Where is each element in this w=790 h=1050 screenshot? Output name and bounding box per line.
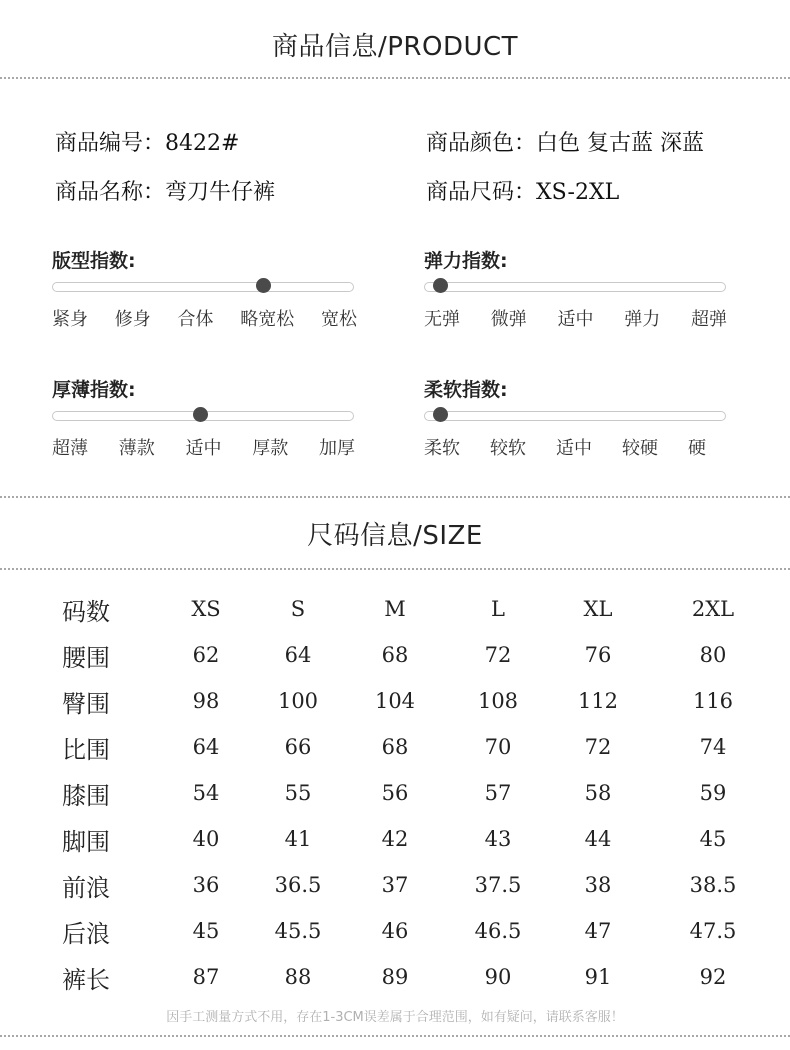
table-cell: 68 xyxy=(381,735,409,759)
product-size-value: XS-2XL xyxy=(536,180,620,205)
softness-tick: 柔软 xyxy=(424,438,460,459)
table-cell: 87 xyxy=(192,965,220,989)
size-table-body xyxy=(56,586,772,1000)
table-cell: 112 xyxy=(577,689,619,713)
product-size xyxy=(426,175,619,206)
product-name-value: 弯刀牛仔裤 xyxy=(165,180,276,205)
elasticity-index-track xyxy=(424,282,726,292)
table-cell: 37 xyxy=(381,873,409,897)
table-cell: 90 xyxy=(484,965,512,989)
table-cell: 47 xyxy=(584,919,612,943)
thickness-tick: 加厚 xyxy=(319,438,355,459)
fit-tick: 宽松 xyxy=(321,309,357,330)
table-cell: 64 xyxy=(284,643,312,667)
table-cell: 72 xyxy=(584,735,612,759)
fit-tick: 略宽松 xyxy=(240,309,295,330)
size-column-header: 2XL xyxy=(691,597,735,621)
table-cell: 74 xyxy=(699,735,727,759)
fit-tick: 合体 xyxy=(177,309,214,330)
table-row xyxy=(56,724,772,770)
product-color-value: 白色 复古蓝 深蓝 xyxy=(536,131,705,156)
thickness-tick: 厚款 xyxy=(252,438,289,459)
table-cell: 62 xyxy=(192,643,220,667)
row-label: 膝围 xyxy=(62,781,110,810)
table-cell: 54 xyxy=(192,781,220,805)
elasticity-tick: 无弹 xyxy=(424,309,460,330)
table-cell: 37.5 xyxy=(474,873,522,897)
table-cell: 89 xyxy=(381,965,409,989)
product-color-label: 商品颜色： xyxy=(426,131,537,156)
table-cell: 66 xyxy=(284,735,312,759)
thickness-tick: 超薄 xyxy=(52,438,88,459)
table-row xyxy=(56,862,772,908)
table-cell: 72 xyxy=(484,643,512,667)
table-cell: 44 xyxy=(584,827,612,851)
table-cell: 116 xyxy=(692,689,734,713)
table-cell: 91 xyxy=(584,965,612,989)
table-cell: 56 xyxy=(381,781,409,805)
table-cell: 36.5 xyxy=(274,873,322,897)
table-row xyxy=(56,908,772,954)
table-cell: 80 xyxy=(699,643,727,667)
table-cell: 41 xyxy=(284,827,312,851)
fit-index-track xyxy=(52,282,354,292)
table-cell: 88 xyxy=(284,965,312,989)
table-cell: 70 xyxy=(484,735,512,759)
table-row xyxy=(56,770,772,816)
size-column-header: XS xyxy=(191,597,221,621)
product-code-label: 商品编号： xyxy=(55,131,166,156)
fit-index-ticks xyxy=(52,305,357,331)
row-label: 码数 xyxy=(62,597,110,626)
thickness-tick: 适中 xyxy=(185,438,222,459)
size-column-header: S xyxy=(290,597,306,621)
product-code xyxy=(55,126,239,157)
row-label: 脚围 xyxy=(62,827,110,856)
thickness-index-ticks xyxy=(52,434,355,460)
size-column-header: M xyxy=(384,597,406,621)
product-size-label: 商品尺码： xyxy=(426,180,537,205)
table-cell: 45 xyxy=(699,827,727,851)
row-label: 臀围 xyxy=(62,689,110,718)
table-row xyxy=(56,678,772,724)
product-name-label: 商品名称： xyxy=(55,180,166,205)
thickness-index-marker xyxy=(193,407,208,422)
size-section-title: 尺码信息/SIZE xyxy=(307,521,483,551)
table-cell: 68 xyxy=(381,643,409,667)
table-cell: 59 xyxy=(699,781,727,805)
table-cell: 43 xyxy=(484,827,512,851)
table-cell: 38 xyxy=(584,873,612,897)
table-cell: 36 xyxy=(192,873,220,897)
table-cell: 40 xyxy=(192,827,220,851)
measurement-note: 因手工测量方式不用，存在1-3CM误差属于合理范围，如有疑问，请联系客服！ xyxy=(166,1010,624,1025)
table-cell: 47.5 xyxy=(689,919,737,943)
product-name xyxy=(55,175,275,206)
table-cell: 45.5 xyxy=(274,919,322,943)
row-label: 腰围 xyxy=(62,643,110,672)
table-cell: 64 xyxy=(192,735,220,759)
table-cell: 100 xyxy=(277,689,319,713)
row-label: 裤长 xyxy=(62,965,110,994)
elasticity-index-marker xyxy=(433,278,448,293)
softness-tick: 较硬 xyxy=(622,438,658,459)
fit-tick: 紧身 xyxy=(52,309,88,330)
row-label: 比围 xyxy=(62,735,110,764)
elasticity-tick: 微弹 xyxy=(490,309,527,330)
softness-tick: 硬 xyxy=(688,438,706,459)
elasticity-index-ticks xyxy=(424,305,727,331)
divider-bottom xyxy=(0,1035,790,1037)
elasticity-tick: 超弹 xyxy=(691,309,727,330)
row-label: 前浪 xyxy=(62,873,110,902)
elasticity-tick: 适中 xyxy=(557,309,594,330)
size-column-header: XL xyxy=(583,597,613,621)
thickness-index-label: 厚薄指数: xyxy=(52,379,136,401)
thickness-tick: 薄款 xyxy=(118,438,155,459)
table-cell: 55 xyxy=(284,781,312,805)
table-cell: 92 xyxy=(699,965,727,989)
size-table xyxy=(56,586,772,1000)
softness-tick: 较软 xyxy=(490,438,526,459)
divider-top xyxy=(0,77,790,79)
softness-index-label: 柔软指数: xyxy=(424,379,508,401)
thickness-index-track xyxy=(52,411,354,421)
elasticity-index-label: 弹力指数: xyxy=(424,250,508,272)
table-cell: 58 xyxy=(584,781,612,805)
softness-index-marker xyxy=(433,407,448,422)
row-label: 后浪 xyxy=(62,919,110,948)
divider-size xyxy=(0,568,790,570)
fit-index-label: 版型指数: xyxy=(52,250,136,272)
softness-tick: 适中 xyxy=(556,438,592,459)
table-cell: 46.5 xyxy=(474,919,522,943)
product-code-value: 8422# xyxy=(165,131,240,156)
divider-middle xyxy=(0,496,790,498)
table-cell: 38.5 xyxy=(689,873,737,897)
product-section-title: 商品信息/PRODUCT xyxy=(271,32,519,62)
table-cell: 42 xyxy=(381,827,409,851)
table-cell: 98 xyxy=(192,689,220,713)
table-cell: 57 xyxy=(484,781,512,805)
size-header-row xyxy=(56,586,772,632)
table-cell: 104 xyxy=(374,689,416,713)
fit-index-marker xyxy=(256,278,271,293)
table-row xyxy=(56,954,772,1000)
softness-index-track xyxy=(424,411,726,421)
table-cell: 45 xyxy=(192,919,220,943)
softness-index-ticks xyxy=(424,434,706,460)
table-cell: 46 xyxy=(381,919,409,943)
table-row xyxy=(56,816,772,862)
table-cell: 108 xyxy=(477,689,519,713)
elasticity-tick: 弹力 xyxy=(624,309,661,330)
product-color xyxy=(426,126,704,157)
table-row xyxy=(56,632,772,678)
size-column-header: L xyxy=(491,597,505,621)
table-cell: 76 xyxy=(584,643,612,667)
fit-tick: 修身 xyxy=(114,309,151,330)
